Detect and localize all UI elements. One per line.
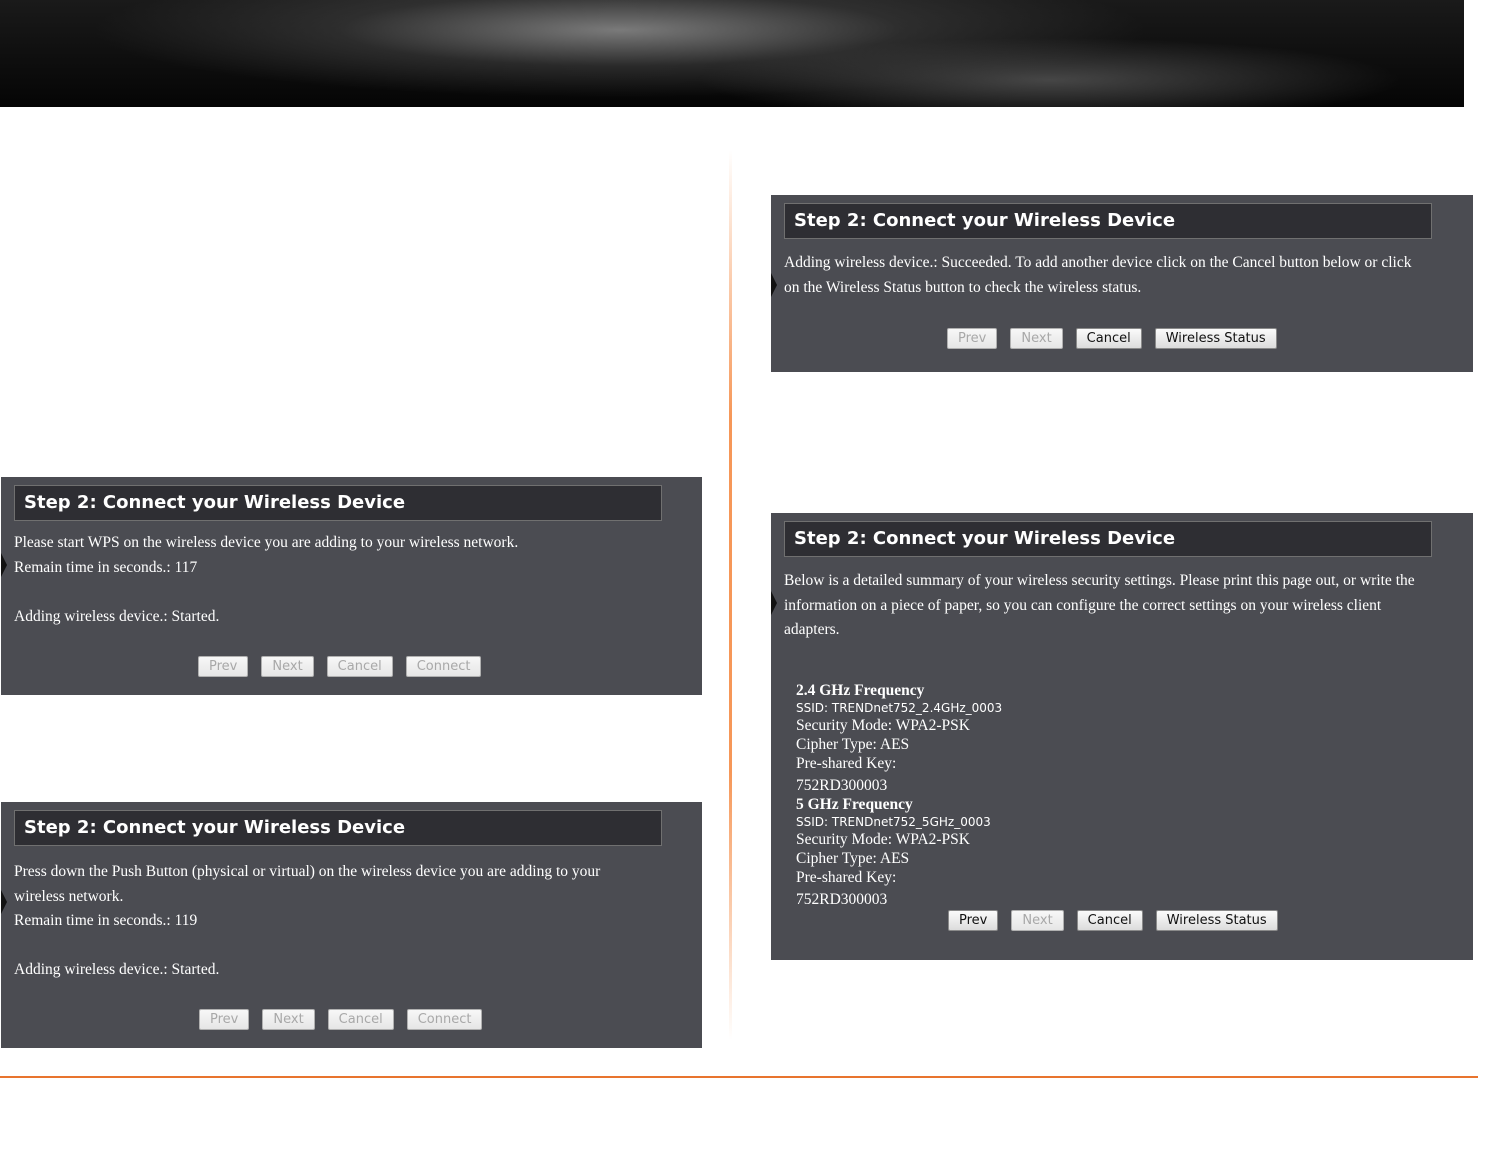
cancel-button[interactable]: Cancel — [327, 656, 393, 677]
panel-title: Step 2: Connect your Wireless Device — [784, 203, 1432, 239]
band-24-psk-value: 752RD300003 — [796, 777, 888, 794]
panel-body — [14, 860, 642, 983]
band-24-heading: 2.4 GHz Frequency — [796, 682, 925, 699]
prev-button[interactable]: Prev — [199, 1009, 249, 1030]
header-banner — [0, 0, 1464, 107]
connect-button[interactable]: Connect — [406, 656, 482, 677]
column-divider — [729, 150, 732, 1040]
band-24-ssid: SSID: TRENDnet752_2.4GHz_0003 — [796, 701, 1003, 715]
panel-title: Step 2: Connect your Wireless Device — [14, 485, 662, 521]
band-24-security-mode: Security Mode: WPA2-PSK — [796, 717, 970, 734]
button-row — [947, 328, 1277, 349]
band-24-summary — [796, 681, 1002, 797]
prev-button[interactable]: Prev — [947, 328, 997, 349]
push-button-panel — [1, 802, 702, 1048]
prev-button[interactable]: Prev — [948, 910, 998, 931]
next-button[interactable]: Next — [1011, 910, 1063, 931]
footer-rule — [0, 1076, 1478, 1078]
instruction-text: Press down the Push Button (physical or virtual) on the wireless device you are adding to your wireless network. — [14, 863, 601, 905]
band-5-summary — [796, 795, 991, 911]
band-5-psk-label: Pre-shared Key: — [796, 869, 897, 886]
panel-arrow-icon — [1, 553, 7, 577]
cancel-button[interactable]: Cancel — [1077, 910, 1143, 931]
instruction-text: Please start WPS on the wireless device you are adding to your wireless network. — [14, 534, 519, 551]
wireless-status-button[interactable]: Wireless Status — [1156, 910, 1278, 931]
summary-panel — [771, 513, 1473, 960]
panel-title: Step 2: Connect your Wireless Device — [14, 810, 662, 846]
remain-time-text: Remain time in seconds.: 117 — [14, 558, 198, 576]
panel-title: Step 2: Connect your Wireless Device — [784, 521, 1432, 557]
spacer — [14, 934, 642, 959]
spacer — [14, 580, 672, 605]
button-row — [199, 1009, 482, 1030]
next-button[interactable]: Next — [261, 656, 313, 677]
panel-body — [14, 531, 672, 629]
cancel-button[interactable]: Cancel — [1076, 328, 1142, 349]
button-row — [948, 910, 1278, 931]
summary-text: Below is a detailed summary of your wireless security settings. Please print this page out, or write the information on a piece of paper, so you can configure the correct settings on your wireless client adapters. — [784, 572, 1415, 638]
prev-button[interactable]: Prev — [198, 656, 248, 677]
band-5-psk-value: 752RD300003 — [796, 891, 888, 908]
next-button[interactable]: Next — [1010, 328, 1062, 349]
band-5-ssid: SSID: TRENDnet752_5GHz_0003 — [796, 815, 991, 829]
wireless-status-button[interactable]: Wireless Status — [1155, 328, 1277, 349]
band-5-cipher-type: Cipher Type: AES — [796, 850, 910, 867]
connect-button[interactable]: Connect — [407, 1009, 483, 1030]
band-24-psk-label: Pre-shared Key: — [796, 755, 897, 772]
cancel-button[interactable]: Cancel — [328, 1009, 394, 1030]
button-row — [198, 656, 481, 677]
panel-arrow-icon — [1, 890, 7, 914]
wps-start-panel — [1, 477, 702, 695]
succeeded-text: Adding wireless device.: Succeeded. To add another device click on the Cancel button below or click on the Wireless Status button to check the wireless status. — [784, 254, 1412, 296]
panel-arrow-icon — [771, 591, 777, 615]
band-5-heading: 5 GHz Frequency — [796, 796, 913, 813]
adding-status-text: Adding wireless device.: Started. — [14, 607, 220, 625]
band-5-security-mode: Security Mode: WPA2-PSK — [796, 831, 970, 848]
panel-arrow-icon — [771, 273, 777, 297]
band-24-cipher-type: Cipher Type: AES — [796, 736, 910, 753]
next-button[interactable]: Next — [262, 1009, 314, 1030]
succeeded-panel — [771, 195, 1473, 372]
remain-time-text: Remain time in seconds.: 119 — [14, 912, 198, 929]
adding-status-text: Adding wireless device.: Started. — [14, 961, 220, 978]
